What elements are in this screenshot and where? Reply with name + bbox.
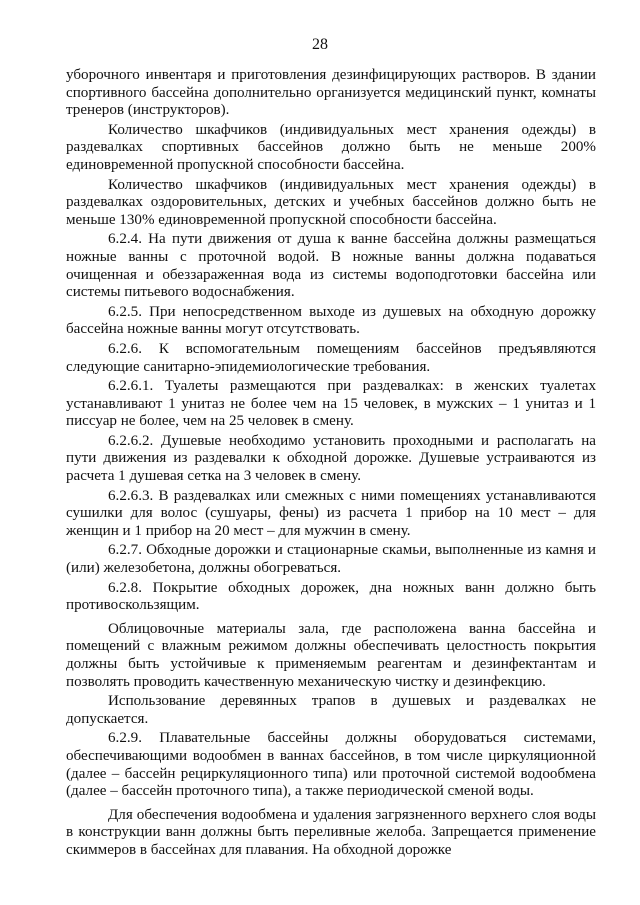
paragraph-facing-materials: Облицовочные материалы зала, где расположена ванна бассейна и помещений с влажным режимом должны обеспечивать целостность покрытия должны быть устойчивые к применяемым реагентам и дезинфектантам и позволять проводить качественную механическую чистку и дезинфекцию. — [66, 620, 596, 690]
document-body — [66, 67, 596, 862]
paragraph-6-2-9: 6.2.9. Плавательные бассейны должны оборудоваться системами, обеспечивающими водообмен в ваннах бассейнов, в том числе циркуляционной (далее – бассейн рециркуляционного типа) или проточной системой водообмена (далее – бассейн проточного типа), а также периодической сменой воды. — [66, 730, 596, 800]
paragraph-6-2-6: 6.2.6. К вспомогательным помещениям бассейнов предъявляются следующие санитарно-эпидемиологические требования. — [66, 340, 596, 375]
paragraph-6-2-6-1: 6.2.6.1. Туалеты размещаются при раздевалках: в женских туалетах устанавливают 1 унитаз не более чем на 15 человек, в мужских – 1 унитаз и 1 писсуар не более, чем на 25 человек в смену. — [66, 378, 596, 430]
paragraph-continuation: уборочного инвентаря и приготовления дезинфицирующих растворов. В здании спортивного бассейна дополнительно организуется медицинский пункт, комнаты тренеров (инструкторов). — [66, 67, 596, 119]
paragraph-lockers-sport-pools: Количество шкафчиков (индивидуальных мест хранения одежды) в раздевалках спортивных бассейнов должно быть не меньше 200% единовременной пропускной способности бассейна. — [66, 121, 596, 173]
paragraph-6-2-5: 6.2.5. При непосредственном выходе из душевых на обходную дорожку бассейна ножные ванны могут отсутствовать. — [66, 303, 596, 338]
paragraph-6-2-8: 6.2.8. Покрытие обходных дорожек, дна ножных ванн должно быть противоскользящим. — [66, 579, 596, 614]
paragraph-6-2-6-3: 6.2.6.3. В раздевалках или смежных с ними помещениях устанавливаются сушилки для волос (сушуары, фены) из расчета 1 прибор на 10 мест – для женщин и 1 прибор на 20 мест – для мужчин в смену. — [66, 487, 596, 539]
paragraph-lockers-other-pools: Количество шкафчиков (индивидуальных мест хранения одежды) в раздевалках оздоровительных, детских и учебных бассейнов должно быть не меньше 130% единовременной пропускной способности бассейна. — [66, 176, 596, 228]
paragraph-water-exchange: Для обеспечения водообмена и удаления загрязненного верхнего слоя воды в конструкции ванн должны быть переливные желоба. Запрещается применение скиммеров в бассейнах для плавания. На обходной дорожке — [66, 806, 596, 858]
paragraph-6-2-6-2: 6.2.6.2. Душевые необходимо установить проходными и располагать на пути движения из раздевалки к обходной дорожке. Душевые устраиваются из расчета 1 душевая сетка на 3 человек в смену. — [66, 432, 596, 485]
page-number: 28 — [312, 36, 328, 53]
paragraph-6-2-7: 6.2.7. Обходные дорожки и стационарные скамьи, выполненные из камня и (или) железобетона, должны обогреваться. — [66, 542, 596, 577]
paragraph-wooden-trapdoors: Использование деревянных трапов в душевых и раздевалках не допускается. — [66, 693, 596, 727]
paragraph-6-2-4: 6.2.4. На пути движения от душа к ванне бассейна должны размещаться ножные ванны с проточной водой. В ножные ванны должна подаваться очищенная и обеззараженная вода из системы водоподготовки бассейна или системы питьевого водоснабжения. — [66, 231, 596, 301]
